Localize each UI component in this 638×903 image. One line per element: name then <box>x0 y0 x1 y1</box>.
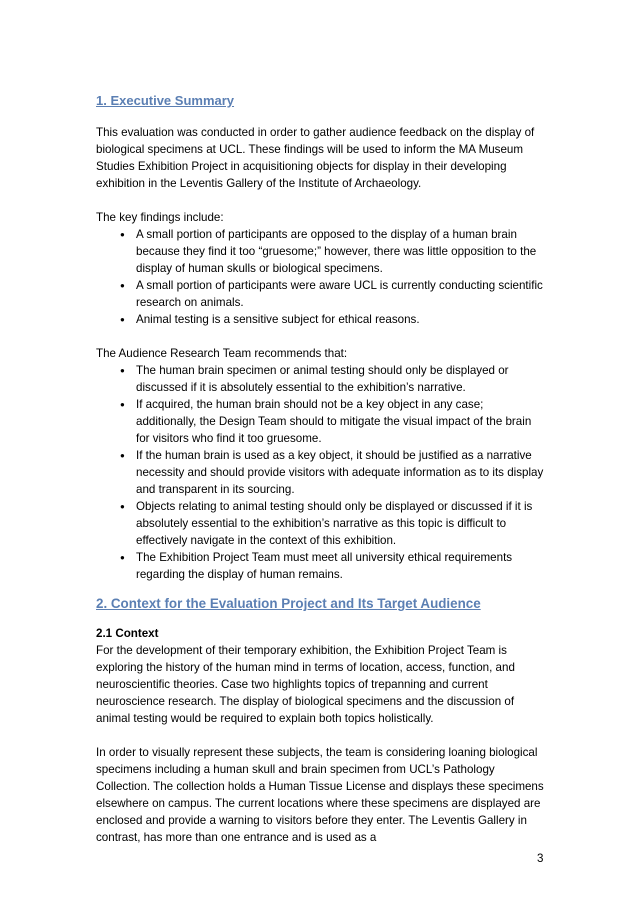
list-item: ● The human brain specimen or animal testing should only be displayed or discussed if it is absolutely essential to the exhibition’s narrative. <box>120 364 509 394</box>
bullet-icon: ● <box>120 502 125 511</box>
recommendations-lead: The Audience Research Team recommends that: <box>96 347 348 360</box>
list-item: ● The Exhibition Project Team must meet all university ethical requirements regarding the display of human remains. <box>120 551 513 581</box>
bullet-icon: ● <box>120 366 125 375</box>
bullet-icon: ● <box>120 451 125 460</box>
bullet-icon: ● <box>120 230 125 239</box>
list-item: ● Objects relating to animal testing should only be displayed or discussed if it is absolutely essential to the exhibition’s narrative as this topic is difficult to effectively navigate in the context of this exhibition. <box>120 500 533 547</box>
page-number: 3 <box>537 852 544 865</box>
list-item: ● A small portion of participants were aware UCL is currently conducting scientific research on animals. <box>120 279 543 309</box>
context-subheading: 2.1 Context <box>96 627 159 640</box>
bullet-icon: ● <box>120 400 125 409</box>
context-paragraph-1: For the development of their temporary exhibition, the Exhibition Project Team is exploring the history of the human mind in terms of location, access, function, and neuroscientific theories. Case two highlights topics of trepanning and current neuroscience research. The display of biological specimens and the discussion of animal testing would be required to explain both topics holistically. <box>96 644 515 725</box>
list-item: ● A small portion of participants are opposed to the display of a human brain because they find it too “gruesome;” however, there was little opposition to the display of human skulls or biological specimens. <box>120 228 537 275</box>
executive-summary-intro: This evaluation was conducted in order to gather audience feedback on the display of biological specimens at UCL. These findings will be used to inform the MA Museum Studies Exhibition Project in acquisitioning objects for display in their developing exhibition in the Leventis Gallery of the Institute of Archaeology. <box>96 126 535 190</box>
key-findings-list <box>96 226 546 328</box>
context-section-heading: 2. Context for the Evaluation Project and Its Target Audience <box>96 596 481 611</box>
recommendations-list <box>96 362 546 583</box>
list-item: ● Animal testing is a sensitive subject for ethical reasons. <box>120 313 420 326</box>
executive-summary-heading: 1. Executive Summary <box>96 93 235 108</box>
bullet-icon: ● <box>120 281 125 290</box>
context-paragraph-2: In order to visually represent these subjects, the team is considering loaning biological specimens including a human skull and brain specimen from UCL’s Pathology Collection. The collection holds a Human Tissue License and displays these specimens elsewhere on campus. The current locations where these specimens are displayed are enclosed and provide a warning to visitors before they enter. The Leventis Gallery in contrast, has more than one entrance and is used as a <box>96 746 544 844</box>
key-findings-lead: The key findings include: <box>96 211 224 224</box>
list-item: ● If the human brain is used as a key object, it should be justified as a narrative necessity and should provide visitors with adequate information as to its display and transparent in its sourcing. <box>120 449 544 496</box>
list-item: ● If acquired, the human brain should not be a key object in any case; additionally, the Design Team should to mitigate the visual impact of the brain for visitors who find it too gruesome. <box>120 398 532 445</box>
bullet-icon: ● <box>120 315 125 324</box>
bullet-icon: ● <box>120 553 125 562</box>
page-content <box>96 92 546 846</box>
